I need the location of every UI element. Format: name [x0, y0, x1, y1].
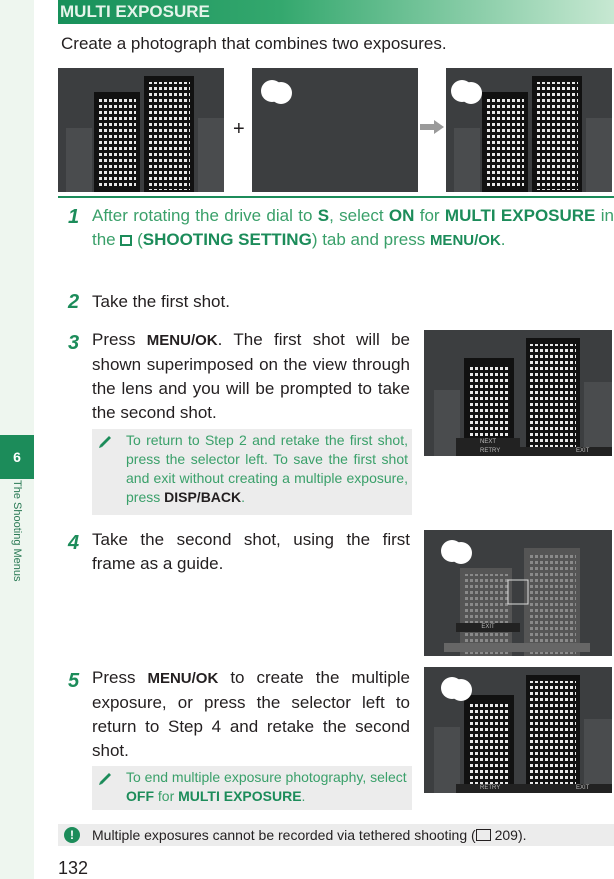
step-4-text: Take the second shot, using the first frame as a guide. — [92, 530, 410, 573]
caution-note: ! Multiple exposures cannot be recorded via tethered shooting ( 209). — [58, 824, 614, 846]
first-exposure-image — [58, 68, 224, 192]
section-banner — [58, 0, 614, 24]
screen-step-3 — [424, 330, 612, 456]
step-4-number: 4 — [68, 532, 80, 554]
combined-exposure-image — [446, 68, 612, 192]
bottom-bar — [444, 643, 590, 652]
chapter-label: The Shooting Menus — [11, 480, 23, 582]
note-step-3: To return to Step 2 and retake the first shot, press the selector left. To save the first shot and exit without creating a multiple exposure, press DISP/BACK. — [92, 429, 412, 515]
city-buildings-illustration — [58, 68, 224, 192]
step-2-number: 2 — [68, 291, 80, 313]
retry-exit-bar: RETRY EXIT — [456, 784, 612, 793]
camera-icon — [120, 235, 132, 246]
divider — [58, 196, 614, 198]
note-pencil-icon — [98, 433, 114, 449]
note-step-5: To end multiple exposure photography, select OFF for MULTI EXPOSURE. — [92, 766, 412, 810]
retry-exit-bar: RETRY EXIT — [456, 447, 612, 456]
second-exposure-image — [252, 68, 418, 192]
screen-step-5 — [424, 667, 612, 793]
plus-sign: + — [233, 118, 245, 140]
step-5-text: Press MENU/OK to create the multiple exposure, or press the selector left to return to Step 4 and retake the second shot. — [92, 668, 410, 760]
section-title: MULTI EXPOSURE — [60, 2, 210, 21]
book-icon — [476, 829, 491, 841]
arrow-right-icon — [420, 120, 444, 134]
step-2-text: Take the first shot. — [92, 292, 230, 311]
page-number: 132 — [58, 858, 89, 878]
step-3-text: Press MENU/OK. The first shot will be shown superimposed on the view through the lens and you will be prompted to take the second shot. — [92, 330, 410, 422]
chapter-number-tab: 6 — [0, 435, 34, 479]
step-1-number: 1 — [68, 206, 80, 228]
moon-icon — [270, 82, 292, 104]
step-3-number: 3 — [68, 332, 80, 354]
note-pencil-icon — [98, 770, 114, 786]
step-5-number: 5 — [68, 670, 80, 692]
moon-icon — [460, 82, 482, 104]
caution-icon: ! — [64, 827, 80, 843]
intro-text: Create a photograph that combines two exposures. — [61, 34, 447, 53]
next-bar: NEXT — [456, 438, 520, 447]
moon-icon — [450, 542, 472, 564]
chapter-sidebar — [0, 0, 44, 879]
moon-icon — [450, 679, 472, 701]
step-1-text: After rotating the drive dial to S, select ON for MULTI EXPOSURE in the (SHOOTING SETTING) tab and press MENU/OK. — [92, 206, 614, 249]
exit-bar: EXIT — [456, 623, 520, 632]
screen-step-4 — [424, 530, 612, 656]
